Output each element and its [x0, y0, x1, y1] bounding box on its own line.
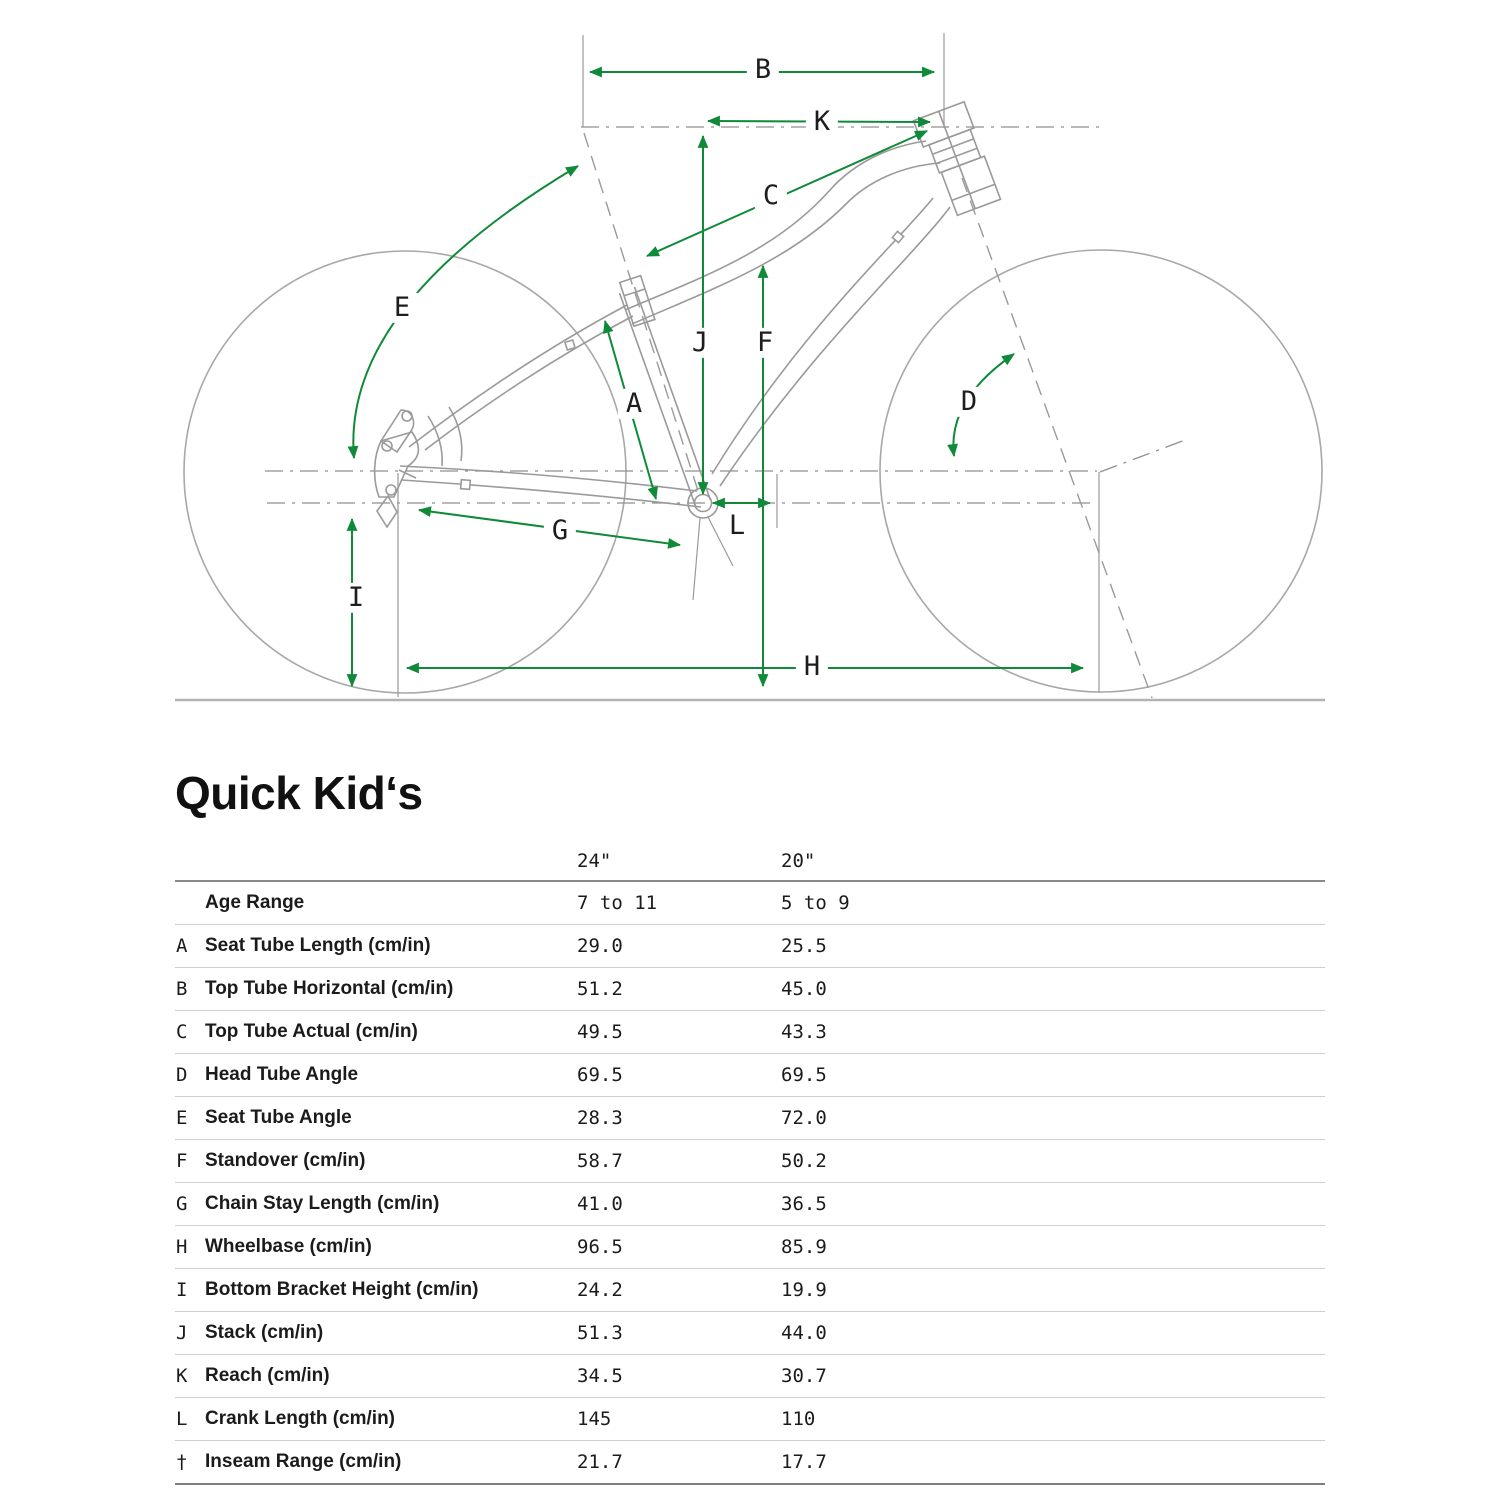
row-key: F — [176, 1150, 188, 1172]
dimension-label-B: B — [747, 55, 779, 85]
table-header — [175, 850, 1325, 882]
table-row — [175, 882, 1325, 925]
row-value-20: 44.0 — [781, 1322, 827, 1344]
row-label: Head Tube Angle — [205, 1064, 359, 1085]
row-value-20: 110 — [781, 1408, 816, 1430]
row-key: G — [176, 1193, 188, 1215]
dimension-label-I: I — [340, 583, 372, 613]
row-label: Chain Stay Length (cm/in) — [205, 1193, 440, 1214]
table-row — [175, 1183, 1325, 1226]
row-value-20: 17.7 — [781, 1451, 827, 1473]
table-row — [175, 925, 1325, 968]
row-label: Standover (cm/in) — [205, 1150, 366, 1171]
table-row — [175, 1269, 1325, 1312]
row-key: H — [176, 1236, 188, 1258]
row-value-24: 7 to 11 — [577, 892, 658, 914]
row-key: † — [176, 1451, 188, 1473]
row-value-24: 29.0 — [577, 935, 623, 957]
page-title: Quick Kid‘s — [175, 767, 423, 819]
row-label: Seat Tube Angle — [205, 1107, 352, 1128]
dimension-label-J: J — [684, 328, 716, 358]
row-key: C — [176, 1021, 188, 1043]
row-value-20: 85.9 — [781, 1236, 827, 1258]
row-value-24: 28.3 — [577, 1107, 623, 1129]
column-header-24: 24" — [577, 850, 612, 872]
table-row — [175, 1312, 1325, 1355]
row-value-20: 45.0 — [781, 978, 827, 1000]
row-key: I — [176, 1279, 188, 1301]
dimension-label-A: A — [618, 389, 650, 419]
row-value-20: 72.0 — [781, 1107, 827, 1129]
table-row — [175, 1140, 1325, 1183]
dimension-label-E: E — [386, 293, 418, 323]
dimension-label-G: G — [544, 516, 576, 546]
table-row — [175, 1054, 1325, 1097]
dimension-label-K: K — [806, 107, 838, 137]
row-value-20: 50.2 — [781, 1150, 827, 1172]
row-value-24: 69.5 — [577, 1064, 623, 1086]
row-label: Bottom Bracket Height (cm/in) — [205, 1279, 479, 1300]
dimension-label-D: D — [953, 387, 985, 417]
row-label: Top Tube Actual (cm/in) — [205, 1021, 418, 1042]
row-key: B — [176, 978, 188, 1000]
dimension-arrows — [352, 72, 1083, 686]
rear-dropout — [375, 410, 419, 527]
row-value-20: 19.9 — [781, 1279, 827, 1301]
row-value-20: 30.7 — [781, 1365, 827, 1387]
row-key: L — [176, 1408, 188, 1430]
geometry-table — [175, 767, 1325, 1485]
row-key: E — [176, 1107, 188, 1129]
row-value-20: 69.5 — [781, 1064, 827, 1086]
row-value-24: 41.0 — [577, 1193, 623, 1215]
dashed-axes — [584, 133, 1152, 698]
table-row — [175, 1441, 1325, 1485]
dimension-label-C: C — [755, 181, 787, 211]
row-key: A — [176, 935, 188, 957]
dimension-label-L: L — [721, 511, 753, 541]
table-row — [175, 1226, 1325, 1269]
table-row — [175, 1398, 1325, 1441]
row-value-24: 96.5 — [577, 1236, 623, 1258]
row-value-24: 24.2 — [577, 1279, 623, 1301]
row-value-20: 43.3 — [781, 1021, 827, 1043]
table-row — [175, 968, 1325, 1011]
table-row — [175, 1355, 1325, 1398]
row-label: Wheelbase (cm/in) — [205, 1236, 372, 1257]
reference-lines — [398, 33, 1099, 697]
row-key: K — [176, 1365, 188, 1387]
row-value-20: 5 to 9 — [781, 892, 850, 914]
column-header-20: 20" — [781, 850, 816, 872]
row-value-24: 21.7 — [577, 1451, 623, 1473]
row-label: Inseam Range (cm/in) — [205, 1451, 402, 1472]
row-value-24: 58.7 — [577, 1150, 623, 1172]
row-key: J — [176, 1322, 188, 1344]
row-value-24: 34.5 — [577, 1365, 623, 1387]
table-body — [175, 882, 1325, 1485]
table-row — [175, 1097, 1325, 1140]
row-label: Reach (cm/in) — [205, 1365, 330, 1386]
head-tube — [913, 102, 1000, 218]
row-value-20: 25.5 — [781, 935, 827, 957]
row-label: Top Tube Horizontal (cm/in) — [205, 978, 454, 999]
row-label: Seat Tube Length (cm/in) — [205, 935, 431, 956]
row-label: Stack (cm/in) — [205, 1322, 324, 1343]
chainstay-cable-guide — [461, 480, 471, 490]
row-key: D — [176, 1064, 188, 1086]
row-value-24: 51.3 — [577, 1322, 623, 1344]
row-label: Age Range — [205, 892, 305, 913]
row-value-20: 36.5 — [781, 1193, 827, 1215]
row-value-24: 145 — [577, 1408, 612, 1430]
row-label: Crank Length (cm/in) — [205, 1408, 396, 1429]
dimension-label-H: H — [796, 652, 828, 682]
table-row — [175, 1011, 1325, 1054]
dimension-label-F: F — [749, 328, 781, 358]
row-value-24: 51.2 — [577, 978, 623, 1000]
row-value-24: 49.5 — [577, 1021, 623, 1043]
